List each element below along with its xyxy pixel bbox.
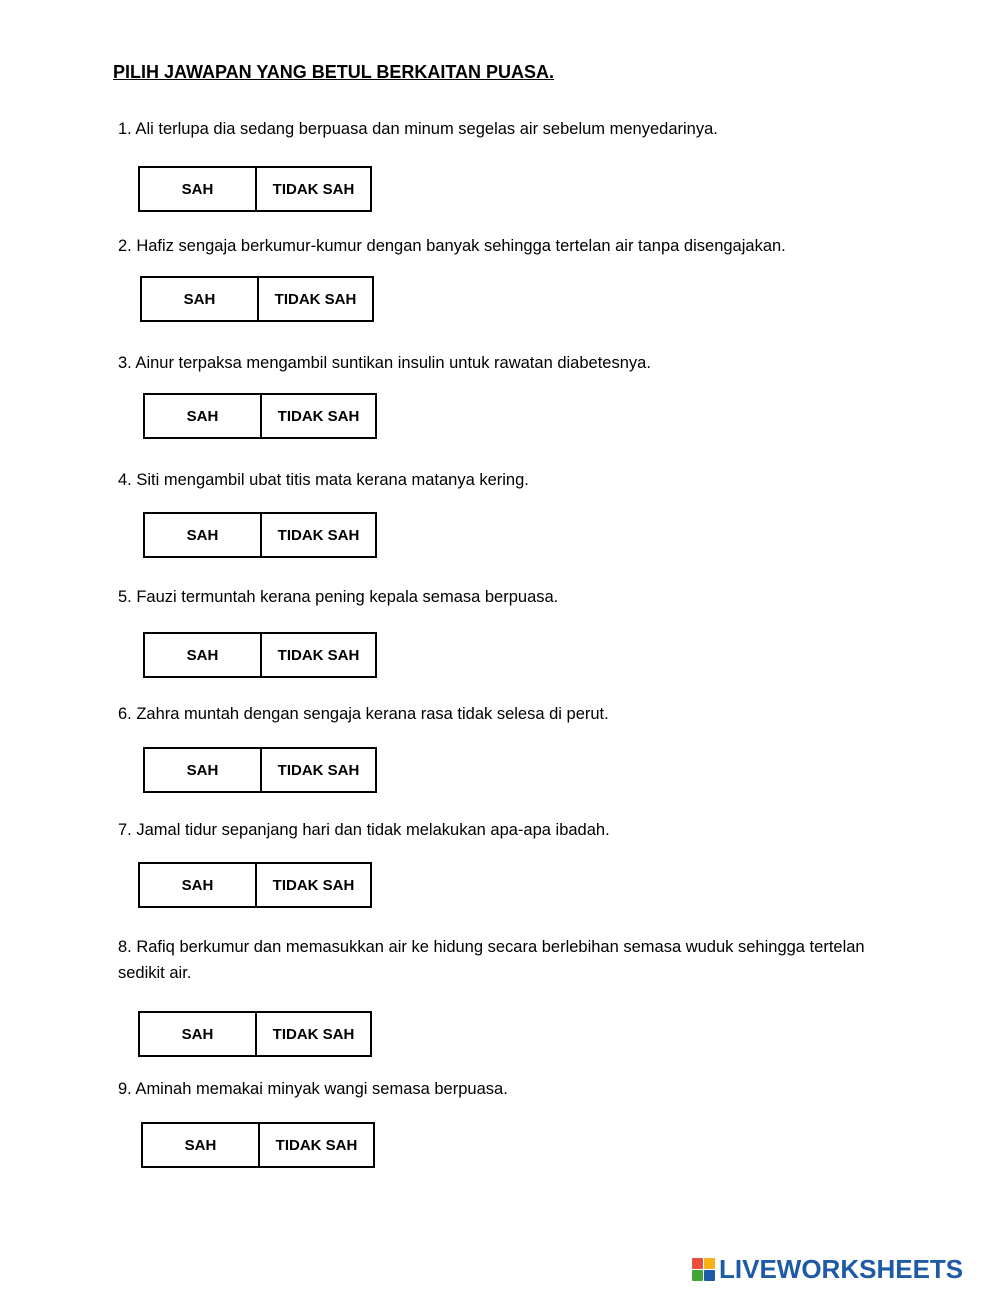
- option-tidak-sah-4[interactable]: TIDAK SAH: [260, 514, 375, 556]
- option-tidak-sah-6[interactable]: TIDAK SAH: [260, 749, 375, 791]
- answer-box-1: [138, 166, 372, 212]
- option-tidak-sah-9[interactable]: TIDAK SAH: [258, 1124, 373, 1166]
- option-sah-2[interactable]: SAH: [183, 290, 216, 308]
- question-6: 6. Zahra muntah dengan sengaja kerana rasa tidak selesa di perut.: [118, 705, 609, 723]
- answer-box-4: [143, 512, 377, 558]
- option-sah-9[interactable]: SAH: [184, 1136, 217, 1154]
- option-sah-3[interactable]: SAH: [186, 407, 219, 425]
- option-sah-6[interactable]: SAH: [186, 761, 219, 779]
- logo-text: LIVEWORKSHEETS: [719, 1254, 964, 1284]
- answer-box-7: [138, 862, 372, 908]
- liveworksheets-logo-icon: [692, 1258, 715, 1281]
- option-sah-7[interactable]: SAH: [181, 876, 214, 894]
- question-1: 1. Ali terlupa dia sedang berpuasa dan minum segelas air sebelum menyedarinya.: [118, 120, 718, 138]
- answer-box-8: [138, 1011, 372, 1057]
- question-4: 4. Siti mengambil ubat titis mata kerana matanya kering.: [118, 471, 529, 489]
- option-tidak-sah-8[interactable]: TIDAK SAH: [255, 1013, 370, 1055]
- liveworksheets-logo: [692, 1254, 963, 1285]
- option-tidak-sah-7[interactable]: TIDAK SAH: [255, 864, 370, 906]
- question-7: 7. Jamal tidur sepanjang hari dan tidak melakukan apa-apa ibadah.: [118, 821, 610, 839]
- question-3: 3. Ainur terpaksa mengambil suntikan insulin untuk rawatan diabetesnya.: [118, 354, 651, 372]
- option-sah-8[interactable]: SAH: [181, 1025, 214, 1043]
- answer-box-6: [143, 747, 377, 793]
- question-9: 9. Aminah memakai minyak wangi semasa berpuasa.: [118, 1080, 508, 1098]
- worksheet-title: PILIH JAWAPAN YANG BETUL BERKAITAN PUASA.: [113, 62, 555, 82]
- question-5: 5. Fauzi termuntah kerana pening kepala semasa berpuasa.: [118, 588, 559, 606]
- option-tidak-sah-3[interactable]: TIDAK SAH: [260, 395, 375, 437]
- option-sah-5[interactable]: SAH: [186, 646, 219, 664]
- option-tidak-sah-5[interactable]: TIDAK SAH: [260, 634, 375, 676]
- answer-box-2: [140, 276, 374, 322]
- answer-box-3: [143, 393, 377, 439]
- option-tidak-sah-2[interactable]: TIDAK SAH: [257, 278, 372, 320]
- question-8: 8. Rafiq berkumur dan memasukkan air ke hidung secara berlebihan semasa wuduk sehingga tertelan sedikit air.: [118, 938, 865, 982]
- option-sah-4[interactable]: SAH: [186, 526, 219, 544]
- question-2: 2. Hafiz sengaja berkumur-kumur dengan banyak sehingga tertelan air tanpa disengajakan.: [118, 237, 786, 255]
- option-tidak-sah-1[interactable]: TIDAK SAH: [255, 168, 370, 210]
- option-sah-1[interactable]: SAH: [181, 180, 214, 198]
- answer-box-9: [141, 1122, 375, 1168]
- answer-box-5: [143, 632, 377, 678]
